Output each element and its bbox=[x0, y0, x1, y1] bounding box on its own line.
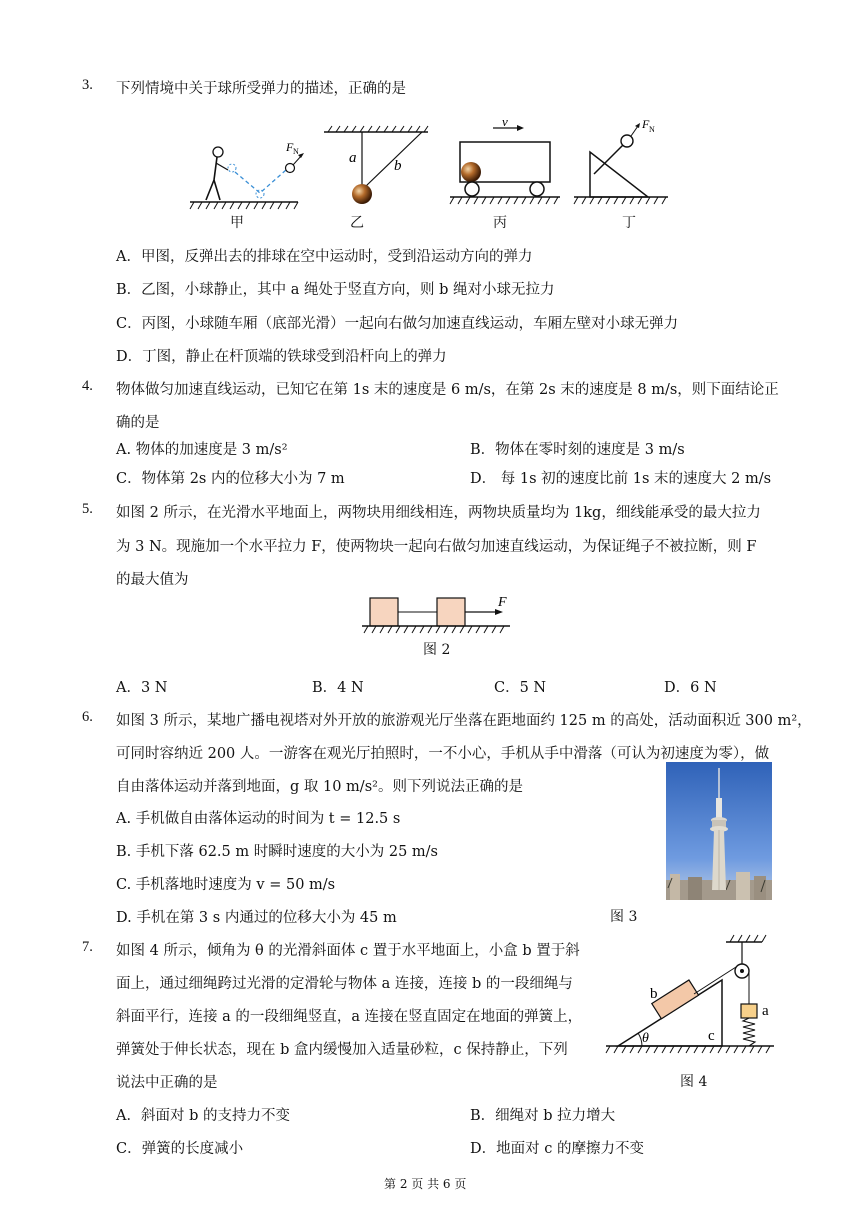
q7-stem-line5: 说法中正确的是 bbox=[116, 1075, 218, 1091]
q5-option-b: B．4 N bbox=[312, 680, 364, 696]
fig-label-jia: 甲 bbox=[230, 215, 244, 231]
q5-option-a: A．3 N bbox=[116, 680, 168, 696]
q3-figure-ding bbox=[572, 114, 672, 210]
q5-number: 5. bbox=[82, 501, 93, 517]
q7-option-b: B．细绳对 b 拉力增大 bbox=[470, 1108, 616, 1124]
q4-stem-line2: 确的是 bbox=[116, 415, 160, 431]
rope-a-label: a bbox=[349, 150, 357, 166]
theta-label: θ bbox=[642, 1031, 649, 1046]
q5-stem-line3: 的最大值为 bbox=[116, 572, 189, 588]
q7-stem-line4: 弹簧处于伸长状态，现在 b 盒内缓慢加入适量砂粒，c 保持静止，下列 bbox=[116, 1042, 568, 1058]
q6-option-b: B. 手机下落 62.5 m 时瞬时速度的大小为 25 m/s bbox=[116, 844, 438, 860]
force-f-label: F bbox=[498, 595, 507, 610]
q4-number: 4. bbox=[82, 378, 93, 394]
q7-option-c: C．弹簧的长度减小 bbox=[116, 1141, 244, 1157]
block-a-label: a bbox=[762, 1003, 769, 1019]
q6-option-a: A. 手机做自由落体运动的时间为 t = 12.5 s bbox=[116, 811, 401, 827]
q5-option-d: D．6 N bbox=[664, 680, 717, 696]
q3-figure-bing bbox=[448, 116, 563, 211]
q4-stem-line1: 物体做匀加速直线运动，已知它在第 1s 末的速度是 6 m/s，在第 2s 末的速度是 8 m/s，则下面结论正 bbox=[116, 382, 779, 398]
velocity-label: v bbox=[502, 114, 508, 129]
q3-stem: 下列情境中关于球所受弹力的描述，正确的是 bbox=[116, 81, 406, 97]
q4-option-b: B．物体在零时刻的速度是 3 m/s bbox=[470, 442, 685, 458]
fig-label-yi: 乙 bbox=[350, 215, 364, 231]
q6-figure-caption: 图 3 bbox=[610, 909, 638, 925]
q6-stem-line1: 如图 3 所示，某地广播电视塔对外开放的旅游观光厅坐落在距地面约 125 m 的高处，活动面积近 300 m²， bbox=[116, 713, 812, 729]
q7-stem-line1: 如图 4 所示，倾角为 θ 的光滑斜面体 c 置于水平地面上，小盒 b 置于斜 bbox=[116, 943, 580, 959]
q5-stem-line2: 为 3 N。现施加一个水平拉力 F，使两物块一起向右做匀加速直线运动，为保证绳子不被拉断，则 F bbox=[116, 539, 757, 555]
q4-option-d: D． 每 1s 初的速度比前 1s 末的速度大 2 m/s bbox=[470, 471, 772, 487]
q7-stem-line3: 斜面平行，连接 a 的一段细绳竖直，a 连接在竖直固定在地面的弹簧上， bbox=[116, 1009, 583, 1025]
fn-sub-label: N bbox=[293, 147, 299, 156]
q3-figure-yi bbox=[322, 126, 432, 211]
q6-option-d: D. 手机在第 3 s 内通过的位移大小为 45 m bbox=[116, 910, 397, 926]
q6-option-c: C. 手机落地时速度为 v = 50 m/s bbox=[116, 877, 336, 893]
incline-c-label: c bbox=[708, 1028, 715, 1044]
q3-figure-jia bbox=[190, 130, 300, 215]
fn-label: F bbox=[286, 140, 294, 154]
fn-sub-label-ding: N bbox=[649, 125, 655, 134]
q3-option-b: B．乙图，小球静止，其中 a 绳处于竖直方向，则 b 绳对小球无拉力 bbox=[116, 282, 555, 298]
q7-stem-line2: 面上，通过细绳跨过光滑的定滑轮与物体 a 连接，连接 b 的一段细绳与 bbox=[116, 976, 573, 992]
q3-option-a: A．甲图，反弹出去的排球在空中运动时，受到沿运动方向的弹力 bbox=[116, 249, 533, 265]
q3-option-c: C．丙图，小球随车厢（底部光滑）一起向右做匀加速直线运动，车厢左壁对小球无弹力 bbox=[116, 316, 679, 332]
q5-option-c: C．5 N bbox=[494, 680, 547, 696]
q4-option-a: A. 物体的加速度是 3 m/s² bbox=[116, 442, 288, 458]
q5-figure-blocks bbox=[360, 592, 515, 634]
box-b-label: b bbox=[650, 986, 658, 1002]
q7-option-d: D．地面对 c 的摩擦力不变 bbox=[470, 1141, 644, 1157]
rope-b-label: b bbox=[394, 158, 402, 174]
q6-stem-line3: 自由落体运动并落到地面，g 取 10 m/s²。则下列说法正确的是 bbox=[116, 779, 523, 795]
q7-number: 7. bbox=[82, 939, 93, 955]
fig-label-bing: 丙 bbox=[493, 215, 507, 231]
q3-number: 3. bbox=[82, 77, 93, 93]
q4-option-c: C．物体第 2s 内的位移大小为 7 m bbox=[116, 471, 345, 487]
fig-label-ding: 丁 bbox=[622, 215, 636, 231]
page-footer: 第 2 页 共 6 页 bbox=[384, 1177, 467, 1191]
q6-number: 6. bbox=[82, 709, 93, 725]
q7-figure-caption: 图 4 bbox=[680, 1074, 708, 1090]
fn-label-ding: F bbox=[642, 117, 650, 131]
q7-option-a: A．斜面对 b 的支持力不变 bbox=[116, 1108, 290, 1124]
q5-stem-line1: 如图 2 所示，在光滑水平地面上，两物块用细线相连，两物块质量均为 1kg，细线能承受的最大拉力 bbox=[116, 505, 761, 521]
q7-figure-incline bbox=[602, 934, 782, 1060]
q3-option-d: D．丁图，静止在杆顶端的铁球受到沿杆向上的弹力 bbox=[116, 349, 447, 365]
q5-figure-caption: 图 2 bbox=[423, 642, 451, 658]
tv-tower-photo bbox=[666, 762, 772, 900]
q6-stem-line2: 可同时容纳近 200 人。一游客在观光厅拍照时，一不小心，手机从手中滑落（可认为初速度为零），做 bbox=[116, 746, 770, 762]
